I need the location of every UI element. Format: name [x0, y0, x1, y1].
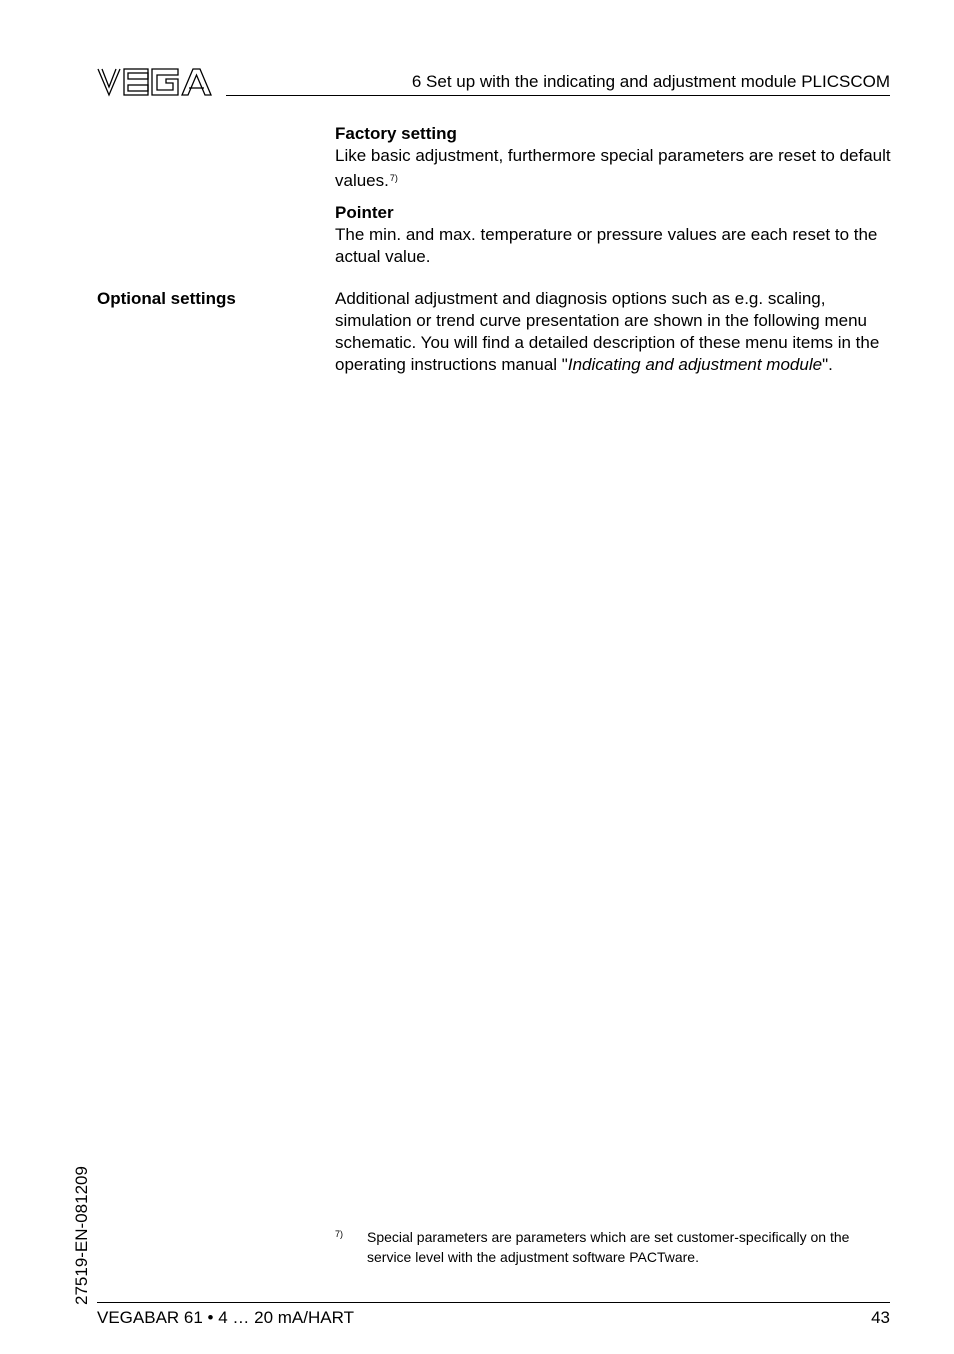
footnote-marker: 7)	[335, 1229, 344, 1239]
footnote	[335, 1228, 891, 1267]
document-code: 27519-EN-081209	[72, 1166, 91, 1305]
footer-product: VEGABAR 61 • 4 … 20 mA/HART	[97, 1308, 354, 1327]
pointer-block	[335, 202, 891, 268]
footnote-text: Special parameters are parameters which are set customer-specifically on the service level with the adjustment software PACTware.	[367, 1229, 850, 1265]
factory-setting-heading: Factory setting	[335, 124, 457, 143]
factory-setting-body: Like basic adjustment, furthermore special parameters are reset to default values.$^{7)}$	[335, 146, 891, 190]
manual-title: Indicating and adjustment module	[567, 355, 823, 374]
header-rule	[226, 95, 890, 96]
factory-setting-block	[335, 123, 891, 192]
footer-rule	[97, 1302, 890, 1303]
optional-settings-body: Additional adjustment and diagnosis options such as e.g. scaling, simulation or trend curve presentation are shown in the following menu schematic. You will find a detailed description of these menu items in the operating instructions manual "Indicating and adjustment module".	[335, 289, 880, 374]
page-number: 43	[871, 1308, 890, 1327]
footnote-ref: 7)	[389, 173, 398, 183]
vega-logo	[96, 66, 214, 98]
optional-settings-label: Optional settings	[97, 289, 236, 308]
chapter-heading: 6 Set up with the indicating and adjustment module PLICSCOM	[411, 72, 890, 91]
pointer-heading: Pointer	[335, 203, 394, 222]
pointer-body: The min. and max. temperature or pressure values are each reset to the actual value.	[335, 225, 878, 266]
